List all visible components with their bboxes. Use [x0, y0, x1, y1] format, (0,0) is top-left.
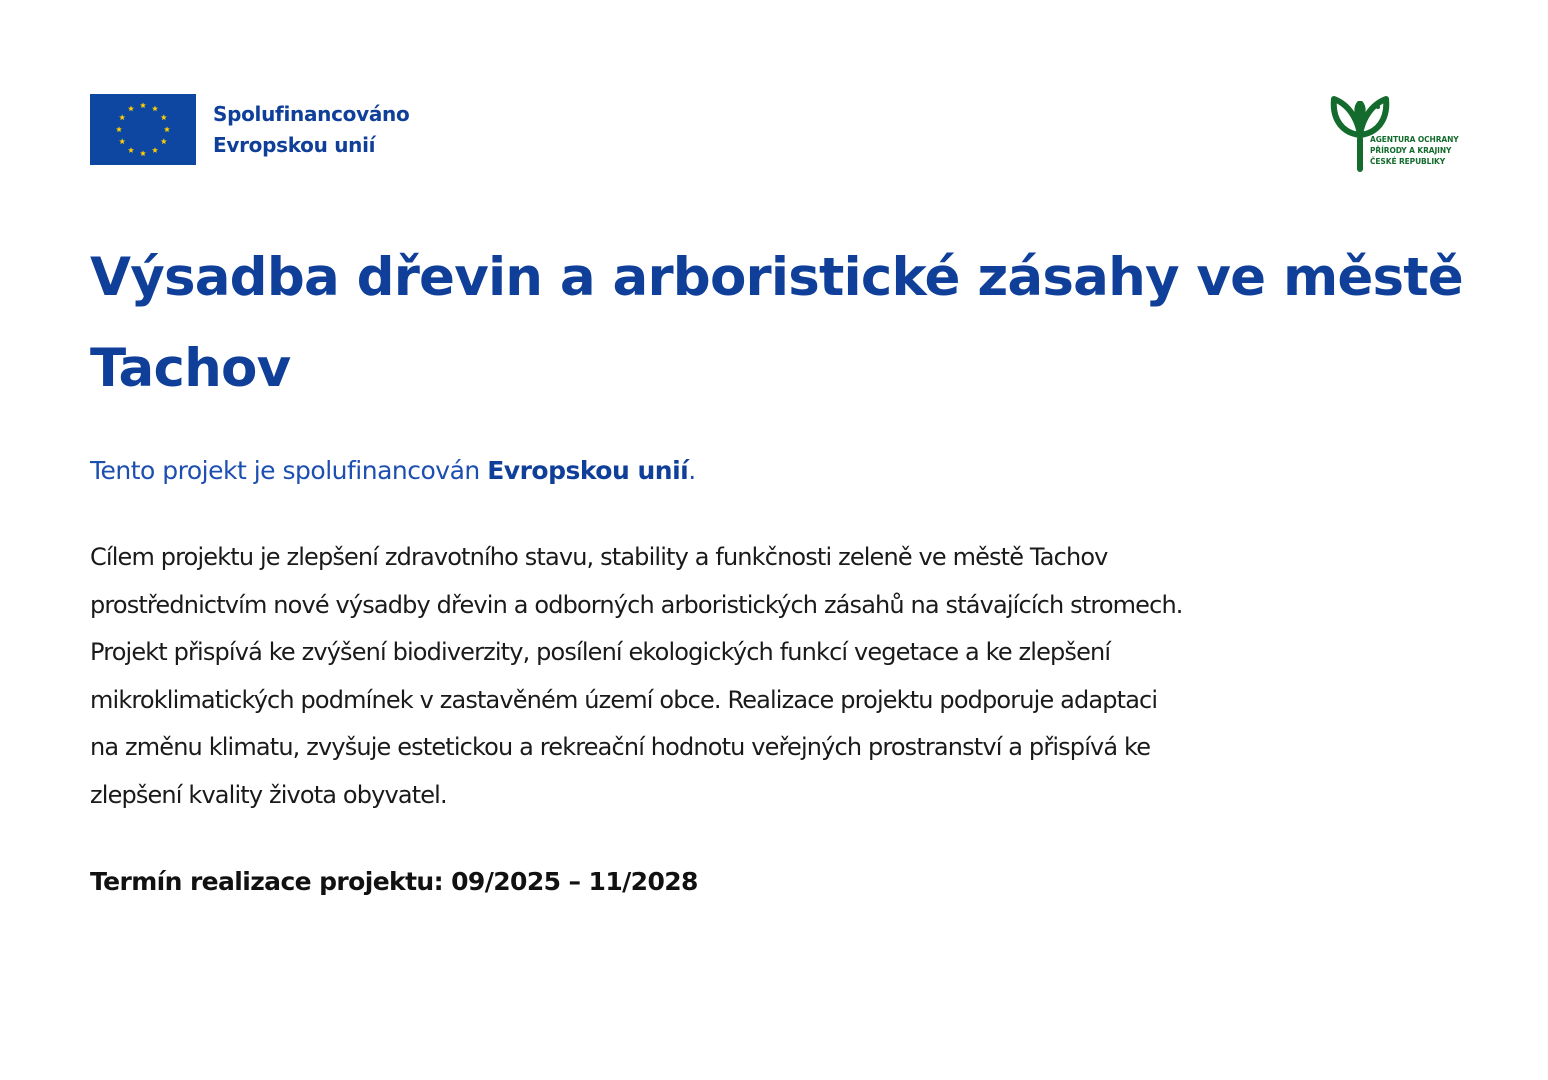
- aopk-logo-text: [1370, 134, 1459, 167]
- aopk-line1: AGENTURA OCHRANY: [1370, 135, 1459, 144]
- project-term: Termín realizace projektu: 09/2025 – 11/2028: [90, 867, 698, 896]
- eu-star-icon: [119, 114, 125, 120]
- eu-star-icon: [161, 114, 167, 120]
- eu-star-icon: [140, 102, 146, 108]
- eu-cofinanced-logo: [90, 94, 409, 165]
- cofinance-suffix: .: [688, 456, 696, 485]
- eu-star-icon: [152, 106, 158, 112]
- cofinance-highlight: Evropskou unií: [487, 456, 689, 485]
- eu-star-icon: [128, 147, 134, 153]
- eu-star-icon: [164, 126, 170, 132]
- project-description: [90, 534, 1470, 819]
- eu-logo-line1: Spolufinancováno: [213, 101, 410, 126]
- eu-star-icon: [128, 106, 134, 112]
- eu-star-icon: [161, 138, 167, 144]
- eu-logo-line2: Evropskou unií: [213, 132, 376, 157]
- description-line: Cílem projektu je zlepšení zdravotního stavu, stability a funkčnosti zeleně ve městě Tachov: [90, 543, 1108, 571]
- description-line: prostřednictvím nové výsadby dřevin a odborných arboristických zásahů na stávajících stromech.: [90, 590, 1183, 619]
- eu-star-icon: [152, 147, 158, 153]
- eu-star-icon: [116, 126, 122, 132]
- eu-flag-icon: [90, 94, 196, 165]
- aopk-line2: PŘÍRODY A KRAJINY: [1370, 146, 1452, 155]
- eu-logo-text: [213, 99, 409, 161]
- cofinance-statement: [90, 452, 696, 490]
- aopk-line3: ČESKÉ REPUBLIKY: [1370, 157, 1446, 166]
- description-line: Projekt přispívá ke zvýšení biodiverzity, posílení ekologických funkcí vegetace a ke zlepšení: [90, 638, 1111, 666]
- eu-star-icon: [140, 150, 146, 156]
- cofinance-prefix: Tento projekt je spolufinancován: [90, 456, 488, 485]
- eu-star-icon: [119, 138, 125, 144]
- description-line: zlepšení kvality života obyvatel.: [90, 780, 447, 809]
- description-line: mikroklimatických podmínek v zastavěném území obce. Realizace projektu podporuje adaptaci: [90, 685, 1158, 714]
- description-line: na změnu klimatu, zvyšuje estetickou a rekreační hodnotu veřejných prostranství a přispívá ke: [90, 733, 1151, 761]
- document-title: Výsadba dřevin a arboristické zásahy ve městě Tachov: [90, 247, 1463, 399]
